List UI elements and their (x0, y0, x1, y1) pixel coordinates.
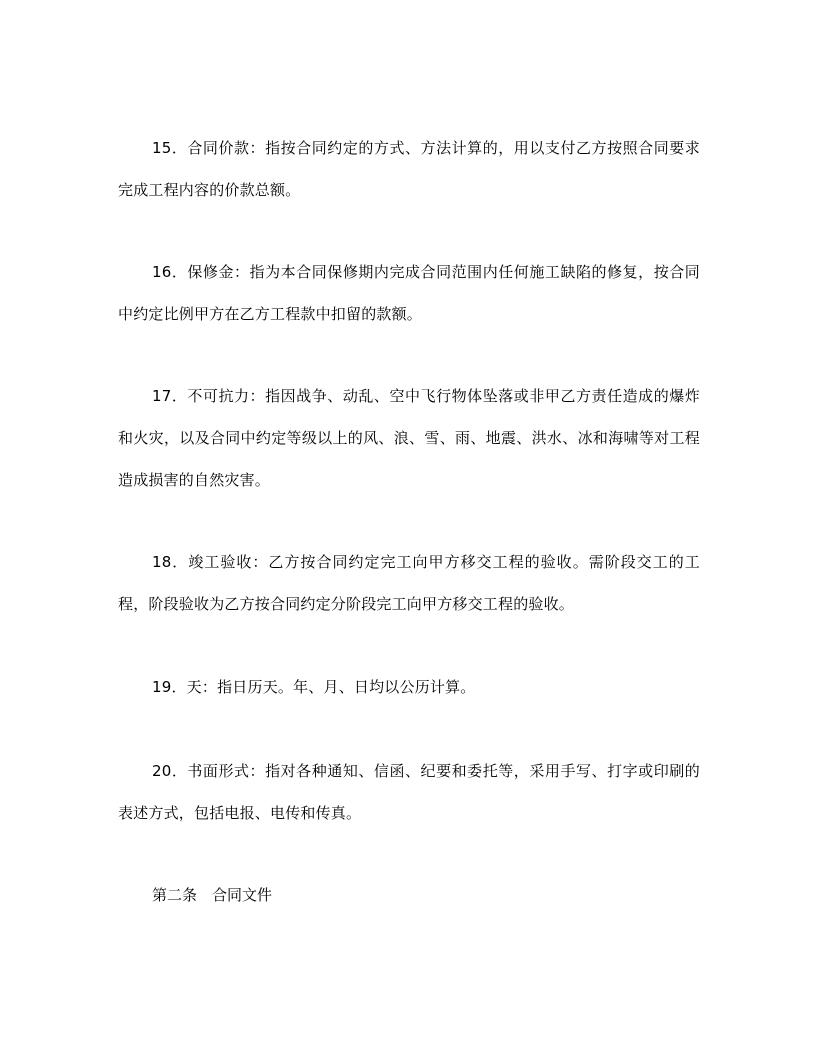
section-heading-contract-documents: 第二条 合同文件 (152, 886, 273, 904)
clause-16-warranty-deposit: 16．保修金：指为本合同保修期内完成合同范围内任何施工缺陷的修复，按合同中约定比例甲方在乙方工程款中扣留的款额。 (118, 263, 700, 323)
clause-18-completion-acceptance: 18．竣工验收：乙方按合同约定完工向甲方移交工程的验收。需阶段交工的工程，阶段验收为乙方按合同约定分阶段完工向甲方移交工程的验收。 (118, 553, 700, 613)
clause-20-written-form: 20．书面形式：指对各种通知、信函、纪要和委托等，采用手写、打字或印刷的表述方式，包括电报、电传和传真。 (118, 762, 700, 822)
clause-19-day: 19．天：指日历天。年、月、日均以公历计算。 (152, 678, 476, 696)
clause-17-force-majeure: 17．不可抗力：指因战争、动乱、空中飞行物体坠落或非甲乙方责任造成的爆炸和火灾，以及合同中约定等级以上的风、浪、雪、雨、地震、洪水、冰和海啸等对工程造成损害的自然灾害。 (118, 387, 700, 489)
clause-15-contract-price: 15．合同价款：指按合同约定的方式、方法计算的，用以支付乙方按照合同要求完成工程内容的价款总额。 (118, 139, 700, 199)
